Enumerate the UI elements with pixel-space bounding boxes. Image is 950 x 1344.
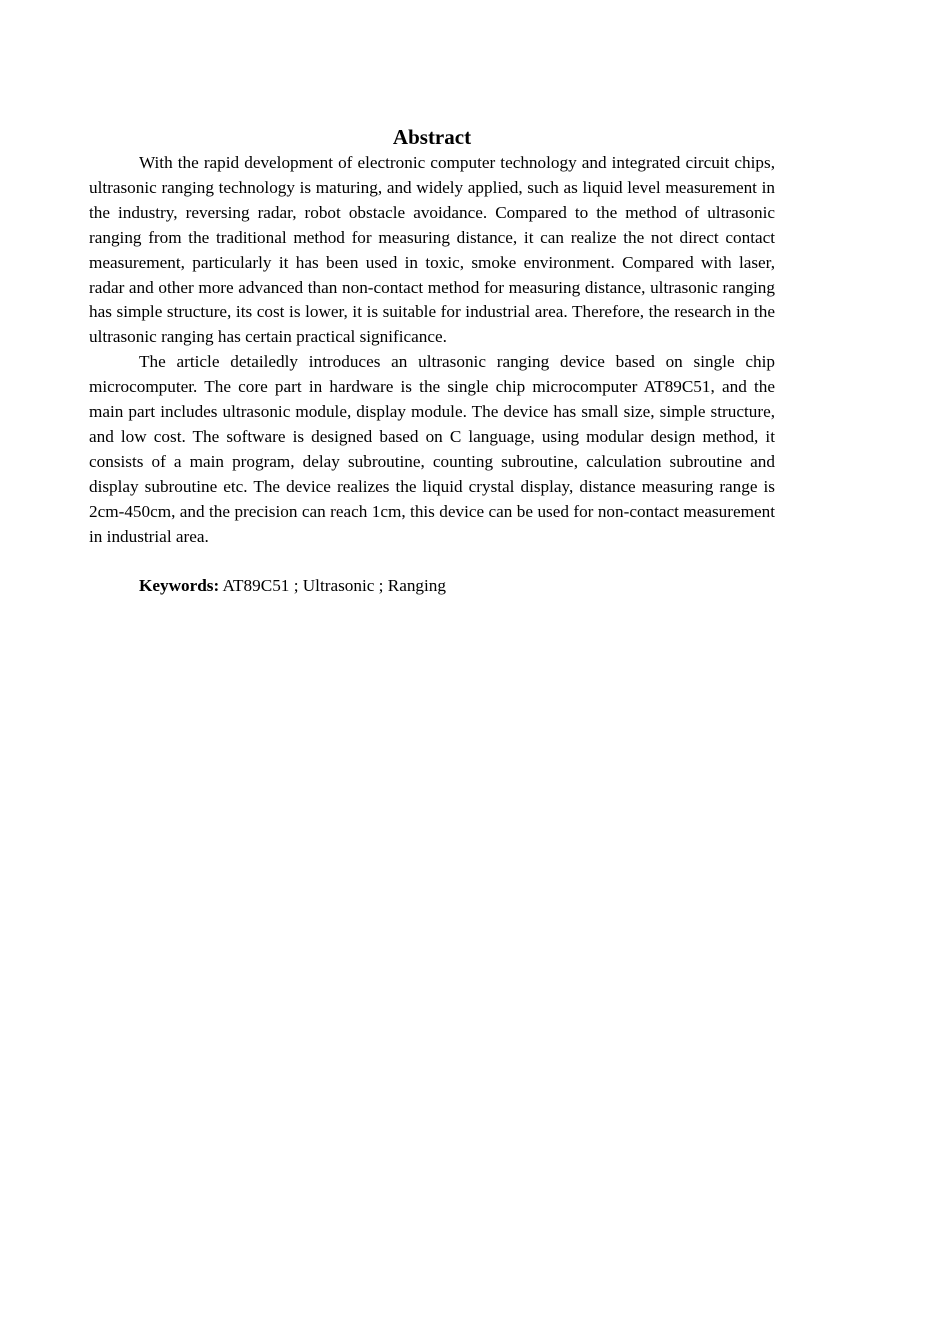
keywords-line [89,574,775,599]
keywords-value: AT89C51 ; Ultrasonic ; Ranging [219,576,446,596]
keywords-label: Keywords: [139,576,220,596]
abstract-section [89,123,775,599]
abstract-paragraph-2: The article detailedly introduces an ultrasonic ranging device based on single chip microcomputer. The core part in hardware is the single chip microcomputer AT89C51, and the main part includes ultrasonic module, display module. The device has small size, simple structure, and low cost. The software is designed based on C language, using modular design method, it consists of a main program, delay subroutine, counting subroutine, calculation subroutine and display subroutine etc. The device realizes the liquid crystal display, distance measuring range is 2cm-450cm, and the precision can reach 1cm, this device can be used for non-contact measurement in industrial area. [89,352,775,546]
abstract-title: Abstract [392,125,472,149]
abstract-paragraph-1: With the rapid development of electronic computer technology and integrated circuit chips, ultrasonic ranging technology is maturing, and widely applied, such as liquid level measurement in the industry, reversing radar, robot obstacle avoidance. Compared to the method of ultrasonic ranging from the traditional method for measuring distance, it can realize the not direct contact measurement, particularly it has been used in toxic, smoke environment. Compared with laser, radar and other more advanced than non-contact method for measuring distance, ultrasonic ranging has simple structure, its cost is lower, it is suitable for industrial area. Therefore, the research in the ultrasonic ranging has certain practical significance. [89,153,775,347]
